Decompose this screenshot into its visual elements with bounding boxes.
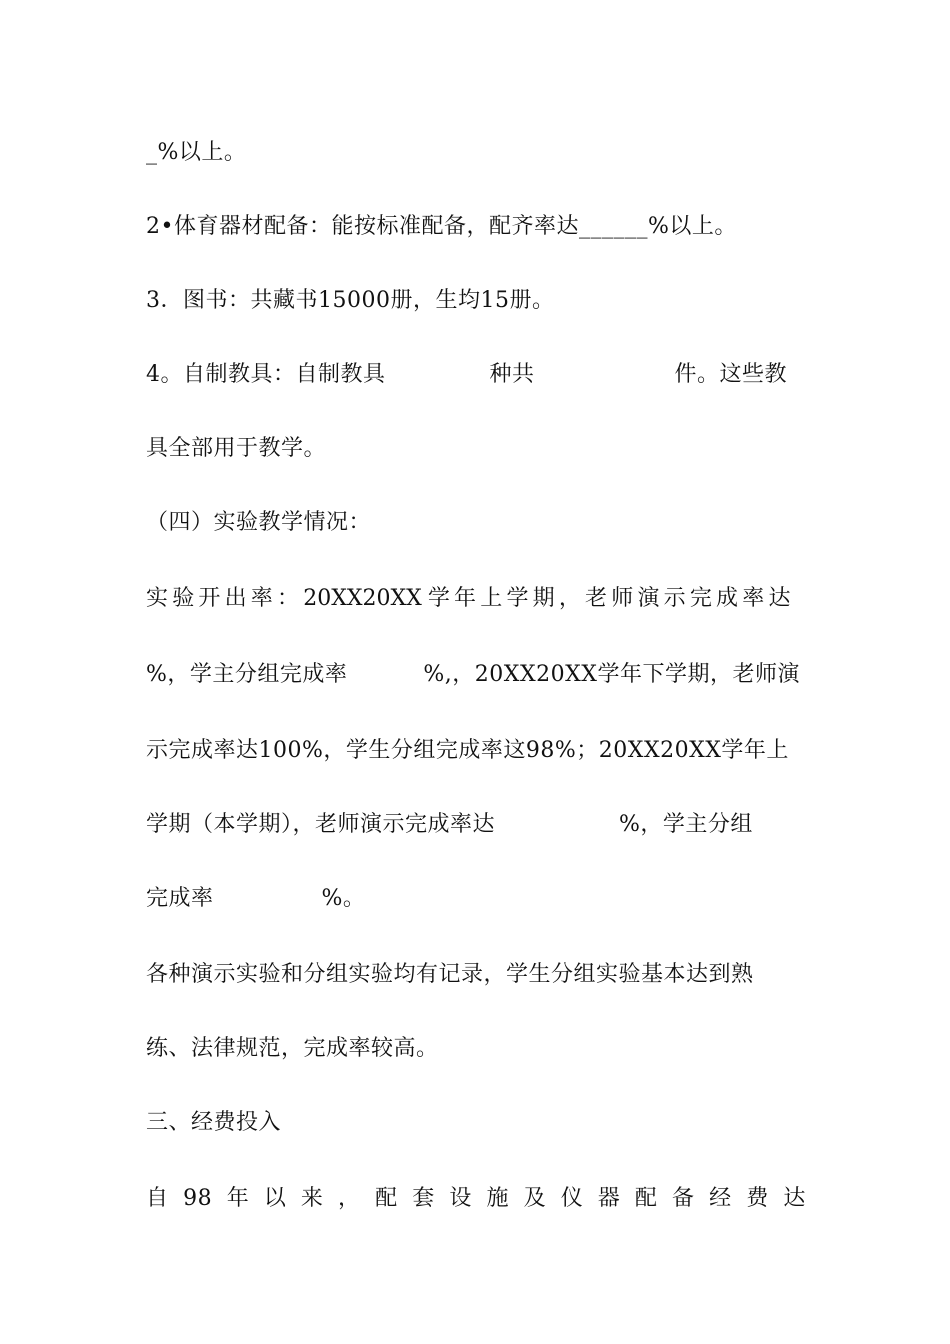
text-segment: %，学主分组 [619,812,753,837]
text-segment: 学期（本学期），老师演示完成率达 [146,812,496,837]
text-segment: 经 [709,1186,732,1211]
text-line-3: 3．图书：共藏书15000册，生均15册。 [146,288,555,313]
text-segment: 4。自制教具：自制教具 [146,362,386,387]
text-line-4 [146,360,806,390]
text-segment: 器 [597,1186,621,1211]
text-segment: 以 [263,1186,287,1211]
text-segment: %，学主分组完成率 [146,662,348,687]
section-heading-4: （四）实验教学情况： [146,510,372,535]
text-segment: 及 [523,1186,547,1211]
text-line-1: _%以上。 [146,140,247,165]
text-segment: 仪 [560,1186,584,1211]
text-line-12: 各种演示实验和分组实验均有记录，学生分组实验基本达到熟 [146,962,754,987]
text-segment: 自 [146,1186,169,1211]
text-line-2: 2•体育器材配备：能按标准配备，配齐率达______%以上。 [146,214,737,239]
text-segment: 件。这些教 [674,362,788,387]
text-line-5: 具全部用于教学。 [146,436,327,461]
text-segment: 配 [375,1186,398,1211]
text-line-7 [146,584,806,614]
text-segment: ， [338,1186,361,1211]
text-segment: 套 [412,1186,435,1211]
text-segment: 达 [783,1186,806,1211]
text-line-11 [146,884,806,914]
text-line-15 [146,1184,806,1214]
text-line-9: 示完成率达100%，学生分组完成率这98%；20XX20XX学年上 [146,738,789,763]
text-segment: 种共 [489,362,535,387]
text-segment: %。 [321,886,366,911]
text-segment: 98 [183,1186,213,1211]
text-segment: 年 [226,1186,250,1211]
text-segment: 备 [672,1186,695,1211]
text-segment: 费 [746,1186,769,1211]
text-segment: 设 [449,1186,472,1211]
text-segment: 来 [300,1186,324,1211]
text-segment: %,，20XX20XX学年下学期，老师演 [423,662,800,687]
text-segment: 配 [634,1186,658,1211]
text-segment: 20XX20XX [303,586,422,611]
text-segment: 学年上学期，老师演示完成率达 [427,586,795,611]
section-heading-3: 三、经费投入 [146,1110,282,1135]
text-segment: 实验开出率： [146,586,304,611]
text-segment: 完成率 [146,886,214,911]
text-segment: 施 [486,1186,509,1211]
text-line-13: 练、法律规范，完成率较高。 [146,1036,439,1061]
text-line-8 [146,660,806,690]
text-line-10 [146,810,806,840]
